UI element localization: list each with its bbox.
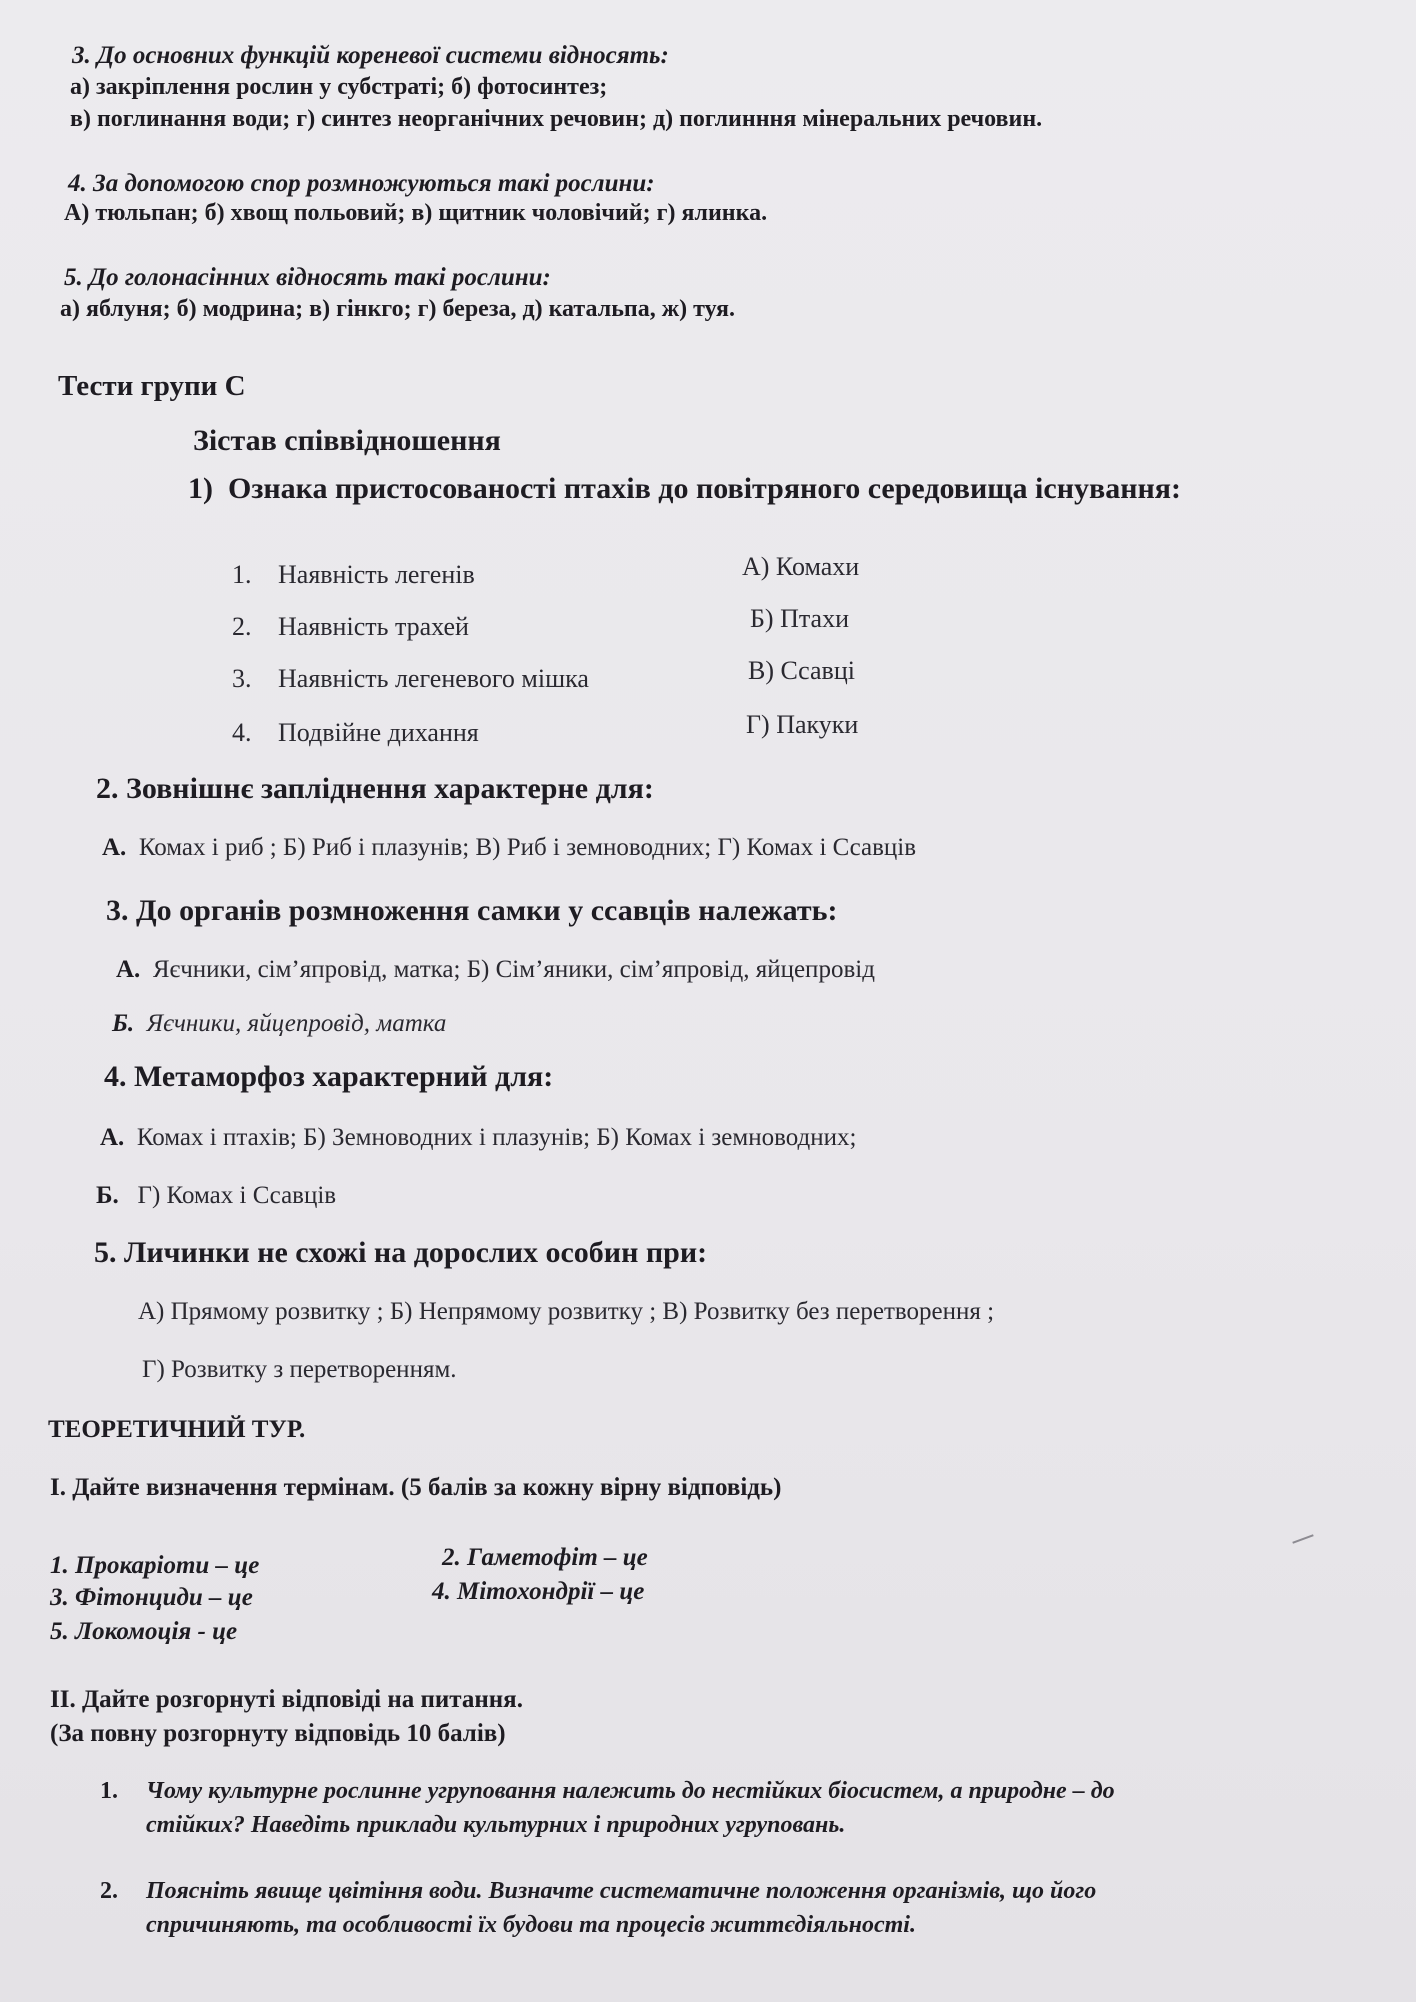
matching-left-item [232, 560, 475, 590]
open-question-number: 2. [100, 1878, 118, 1904]
matching-left-text: Наявність легеневого мішка [278, 664, 589, 693]
open-question-line1: Чому культурне рослинне угруповання належить до нестійких біосистем, а природне – до [146, 1778, 1115, 1804]
term-item: 5. Локомоція - це [50, 1618, 238, 1645]
c-question-3-option-b [112, 1010, 446, 1038]
matching-left-text: Наявність легенів [278, 560, 475, 589]
theory-heading: ТЕОРЕТИЧНИЙ ТУР. [48, 1416, 306, 1443]
term-item: 2. Гаметофіт – це [442, 1544, 648, 1571]
c-question-3-option-a [116, 956, 875, 984]
matching-right-item: А) Комахи [742, 552, 860, 581]
pen-mark [1292, 1534, 1313, 1543]
c-question-2-title: 2. Зовнішнє запліднення характерне для: [96, 772, 654, 805]
option-marker: Б. [112, 1010, 135, 1037]
option-marker: А. [102, 834, 127, 861]
matching-left-text: Наявність трахей [278, 612, 469, 641]
term-item: 4. Мітохондрії – це [432, 1578, 645, 1605]
option-marker: Б. [96, 1182, 119, 1209]
option-text: Яєчники, сім’япровід, матка; Б) Сім’яники, сім’япровід, яйцепровід [152, 956, 875, 983]
theory-part2-title: ІІ. Дайте розгорнуті відповіді на питання. [50, 1686, 523, 1713]
term-item: 1. Прокаріоти – це [50, 1552, 260, 1579]
open-question-number: 1. [100, 1778, 118, 1804]
c-question-3-title: 3. До органів розмноження самки у ссавців належать: [106, 894, 838, 927]
option-text: Комах і птахів; Б) Земноводних і плазунів; Б) Комах і земноводних; [136, 1124, 857, 1151]
matching-title-text: Ознака пристосованості птахів до повітряного середовища існування: [228, 472, 1181, 505]
option-text: Г) Комах і Ссавців [137, 1182, 337, 1209]
matching-left-text: Подвійне дихання [278, 718, 479, 747]
question-3-options-line2: в) поглинання води; г) синтез неорганічних речовин; д) поглинння мінеральних речовин. [70, 106, 1043, 132]
c-question-4-option-b [96, 1182, 336, 1210]
theory-part2-note: (За повну розгорнуту відповідь 10 балів) [50, 1720, 506, 1747]
open-question-line2: спричиняють, та особливості їх будови та процесів життєдіяльності. [146, 1912, 916, 1938]
question-3-options-line1: а) закріплення рослин у субстраті; б) фотосинтез; [70, 74, 608, 100]
matching-left-item [232, 612, 469, 642]
option-text: Комах і риб ; Б) Риб і плазунів; В) Риб і земноводних; Г) Комах і Ссавців [138, 834, 917, 861]
c-question-4-option-a [100, 1124, 856, 1152]
question-3-title: 3. До основних функцій кореневої системи відносять: [72, 42, 669, 69]
option-text: Яєчники, яйцепровід, матка [146, 1010, 447, 1037]
matching-left-item [232, 718, 479, 748]
open-question [100, 1774, 1115, 1842]
c-question-5-options-line2: Г) Розвитку з перетворенням. [142, 1356, 457, 1383]
matching-left-number: 2. [232, 612, 252, 641]
c-question-5-title: 5. Личинки не схожі на дорослих особин при: [94, 1236, 708, 1269]
option-marker: А. [116, 956, 141, 983]
matching-question-title [188, 472, 1181, 506]
group-c-subheading: Зістав співвідношення [193, 424, 501, 457]
theory-part1-title: І. Дайте визначення термінам. (5 балів за кожну вірну відповідь) [50, 1474, 782, 1501]
open-question-line1: Поясніть явище цвітіння води. Визначте систематичне положення організмів, що його [146, 1878, 1097, 1904]
group-c-heading: Тести групи С [58, 370, 246, 402]
question-4-title: 4. За допомогою спор розмножуються такі рослини: [68, 170, 655, 197]
question-5-options: а) яблуня; б) модрина; в) гінкго; г) береза, д) катальпа, ж) туя. [60, 296, 735, 322]
open-question-line2: стійких? Наведіть приклади культурних і природних угруповань. [146, 1812, 846, 1838]
matching-left-number: 1. [232, 560, 252, 589]
term-item: 3. Фітонциди – це [50, 1584, 253, 1611]
matching-number: 1) [188, 472, 213, 505]
matching-right-item: В) Ссавці [748, 656, 855, 685]
matching-right-item: Г) Пакуки [746, 710, 859, 739]
c-question-4-title: 4. Метаморфоз характерний для: [104, 1060, 554, 1093]
question-5-title: 5. До голонасінних відносять такі рослини: [64, 264, 551, 291]
c-question-2-options [102, 834, 916, 862]
matching-left-number: 3. [232, 664, 252, 693]
c-question-5-options-line1: А) Прямому розвитку ; Б) Непрямому розвитку ; В) Розвитку без перетворення ; [138, 1298, 995, 1325]
matching-right-item: Б) Птахи [750, 604, 849, 633]
matching-left-item [232, 664, 589, 694]
question-4-options: А) тюльпан; б) хвощ польовий; в) щитник чоловічий; г) ялинка. [64, 200, 768, 226]
matching-left-number: 4. [232, 718, 252, 747]
open-question [100, 1874, 1096, 1942]
option-marker: А. [100, 1124, 125, 1151]
